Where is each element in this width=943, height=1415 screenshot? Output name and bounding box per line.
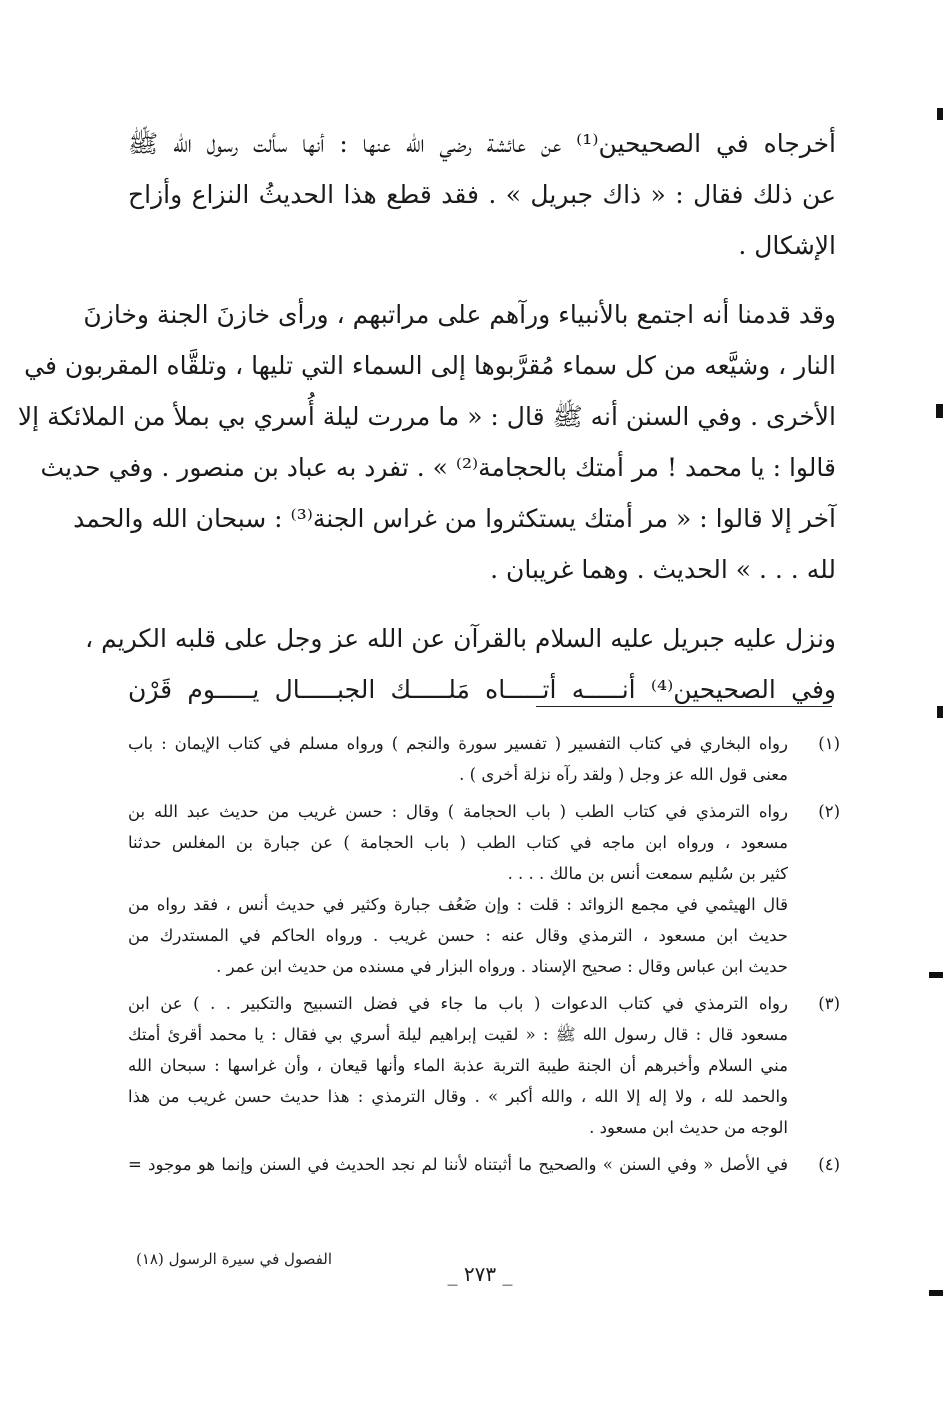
footnote-line: كثير بن سُليم سمعت أنس بن مالك . . . . <box>507 864 788 883</box>
text-line: لله . . . » الحديث . وهما غريبان . <box>490 555 836 584</box>
scan-edge-mark <box>937 108 943 120</box>
text-line: أخرجاه في الصحيحين⁽¹⁾ عن عائشة رضي الله عنها : أنها سألت رسول الله ﷺ <box>128 129 836 158</box>
footnote-number: (١) <box>818 734 840 753</box>
page-number: _ ٢٧٣ _ <box>447 1262 513 1286</box>
footnote-2 <box>128 796 840 982</box>
paragraph <box>128 118 836 271</box>
footnote-3 <box>128 988 840 1143</box>
scan-edge-mark <box>929 1290 943 1296</box>
footnote-text <box>128 1149 788 1180</box>
footnote-number: (٢) <box>818 802 840 821</box>
footnote-line: حديث ابن عباس وقال : صحيح الإسناد . ورواه البزار في مسنده من حديث ابن عمر . <box>216 957 788 976</box>
footnote-line: رواه البخاري في كتاب التفسير ( تفسير سورة والنجم ) ورواه مسلم في كتاب الإيمان : باب <box>128 734 788 753</box>
footnote-text <box>128 728 788 790</box>
footnote-line: رواه الترمذي في كتاب الطب ( باب الحجامة ) وقال : حسن غريب من حديث عبد الله بن <box>128 802 788 821</box>
text-line: عن ذلك فقال : « ذاك جبريل » . فقد قطع هذا الحديثُ النزاع وأزاح <box>128 180 836 209</box>
footnote-line: رواه الترمذي في كتاب الدعوات ( باب ما جاء في فضل التسبيح والتكبير . . ) عن ابن <box>128 994 788 1013</box>
text-line: قالوا : يا محمد ! مر أمتك بالحجامة⁽²⁾ » . تفرد به عباد بن منصور . وفي حديث <box>40 453 836 482</box>
footnote-line: مسعود قال : قال رسول الله ﷺ : « لقيت إبراهيم ليلة أسري بي فقال : يا محمد أقرئ أمتك <box>128 1025 788 1044</box>
footnote-text <box>128 988 788 1143</box>
scan-edge-mark <box>929 972 943 978</box>
paragraph <box>17 289 836 595</box>
footnote-4 <box>128 1149 840 1180</box>
footnote-separator <box>536 706 832 707</box>
text-line: الأخرى . وفي السنن أنه ﷺ قال : « ما مررت ليلة أُسري بي بملأ من الملائكة إلا <box>17 402 836 431</box>
text-line: الإشكال . <box>738 231 836 260</box>
scan-edge-mark <box>936 404 943 418</box>
footnote-number: (٣) <box>818 994 840 1013</box>
footnote-number: (٤) <box>818 1155 840 1174</box>
footnote-text <box>128 796 788 982</box>
text-line: وفي الصحيحين⁽⁴⁾ أنـــــه أتـــــاه مَلـــــك الجبـــــال يـــــوم قَرْن <box>128 675 836 704</box>
footnote-line: الوجه من حديث ابن مسعود . <box>589 1118 788 1137</box>
footnote-line: في الأصل « وفي السنن » والصحيح ما أثبتناه لأننا لم نجد الحديث في السنن وإنما هو موجود = <box>128 1155 788 1174</box>
paragraph <box>85 613 836 715</box>
text-line: النار ، وشيَّعه من كل سماء مُقرَّبوها إلى السماء التي تليها ، وتلقَّاه المقربون في <box>24 351 836 380</box>
main-text <box>17 118 836 715</box>
footnote-line: والحمد لله ، ولا إله إلا الله ، والله أكبر » . وقال الترمذي : هذا حديث حسن غريب من هذا <box>128 1087 788 1106</box>
text-line: آخر إلا قالوا : « مر أمتك يستكثروا من غراس الجنة⁽³⁾ : سبحان الله والحمد <box>73 504 836 533</box>
running-title: الفصول في سيرة الرسول (١٨) <box>136 1250 333 1268</box>
footnote-line: قال الهيثمي في مجمع الزوائد : قلت : وإن ضَعُف جبارة وكثير في حديث أنس ، فقد رواه من <box>128 895 788 914</box>
footnote-line: مسعود ، ورواه ابن ماجه في كتاب الطب ( باب الحجامة ) عن جبارة بن المغلس حدثنا <box>128 833 788 852</box>
text-line: ونزل عليه جبريل عليه السلام بالقرآن عن الله عز وجل على قلبه الكريم ، <box>85 624 836 653</box>
footnote-1 <box>128 728 840 790</box>
scan-edge-mark <box>937 706 943 718</box>
footnote-line: مني السلام وأخبرهم أن الجنة طيبة التربة عذبة الماء وأنها قيعان ، وأن غراسها : سبحان الله <box>128 1056 788 1075</box>
footnote-line: حديث ابن مسعود ، الترمذي وقال عنه : حسن غريب . ورواه الحاكم في المستدرك من <box>128 926 788 945</box>
footnote-line: معنى قول الله عز وجل ( ولقد رآه نزلة أخرى ) . <box>459 765 788 784</box>
text-line: وقد قدمنا أنه اجتمع بالأنبياء ورآهم على مراتبهم ، ورأى خازنَ الجنة وخازنَ <box>83 300 836 329</box>
footnotes <box>128 728 840 1180</box>
